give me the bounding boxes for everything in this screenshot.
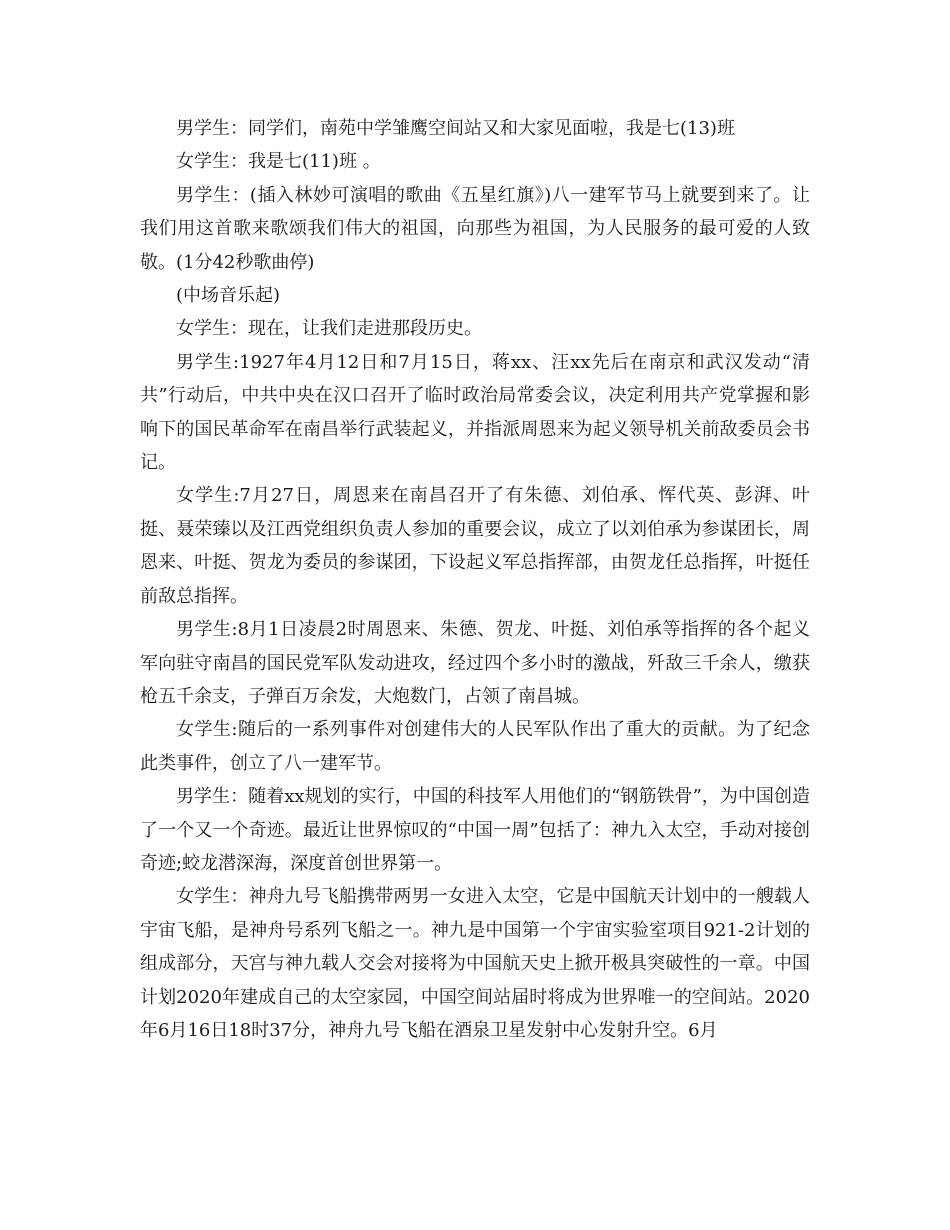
paragraph: 男学生:8月1日凌晨2时周恩来、朱德、贺龙、叶挺、刘伯承等指挥的各个起义军向驻守南昌的国民党军队发动进攻，经过四个多小时的激战，歼敌三千余人，缴获枪五千余支，子弹百万余发，大炮数门，占领了南昌城。 bbox=[140, 619, 810, 707]
paragraph: 男学生:1927年4月12日和7月15日，蒋xx、汪xx先后在南京和武汉发动“清共”行动后，中共中央在汉口召开了临时政治局常委会议，决定利用共产党掌握和影响下的国民革命军在南昌举行武装起义，并指派周恩来为起义领导机关前敌委员会书记。 bbox=[140, 351, 810, 474]
document-body bbox=[140, 112, 810, 1047]
paragraph: 女学生：我是七(11)班 。 bbox=[176, 151, 381, 173]
paragraph: 女学生：神舟九号飞船携带两男一女进入太空，它是中国航天计划中的一艘载人宇宙飞船，是神舟号系列飞船之一。神九是中国第一个宇宙实验室项目921-2计划的组成部分，天宫与神九载人交会对接将为中国航天史上掀开极具突破性的一章。中国计划2020年建成自己的太空家园，中国空间站届时将成为世界唯一的空间站。2020年6月16日18时37分，神舟九号飞船在酒泉卫星发射中心发射升空。6月 bbox=[140, 886, 810, 1041]
paragraph: 男学生：(插入林妙可演唱的歌曲《五星红旗》)八一建军节马上就要到来了。让我们用这首歌来歌颂我们伟大的祖国，向那些为祖国，为人民服务的最可爱的人致敬。(1分42秒歌曲停) bbox=[140, 184, 810, 273]
paragraph: 男学生：同学们，南苑中学雏鹰空间站又和大家见面啦，我是七(13)班 bbox=[176, 118, 735, 139]
paragraph: 女学生：现在，让我们走进那段历史。 bbox=[176, 318, 482, 340]
paragraph: 男学生：随着xx规划的实行，中国的科技军人用他们的“钢筋铁骨”，为中国创造了一个又一个奇迹。最近让世界惊叹的“中国一周”包括了：神九入太空，手动对接创奇迹;蛟龙潜深海，深度首创世界第一。 bbox=[140, 786, 810, 874]
paragraph: (中场音乐起) bbox=[176, 285, 281, 307]
paragraph: 女学生:随后的一系列事件对创建伟大的人民军队作出了重大的贡献。为了纪念此类事件，创立了八一建军节。 bbox=[140, 719, 810, 774]
paragraph: 女学生:7月27日，周恩来在南昌召开了有朱德、刘伯承、恽代英、彭湃、叶挺、聂荣臻以及江西党组织负责人参加的重要会议，成立了以刘伯承为参谋团长，周恩来、叶挺、贺龙为委员的参谋团，下设起义军总指挥部，由贺龙任总指挥，叶挺任前敌总指挥。 bbox=[140, 485, 810, 607]
